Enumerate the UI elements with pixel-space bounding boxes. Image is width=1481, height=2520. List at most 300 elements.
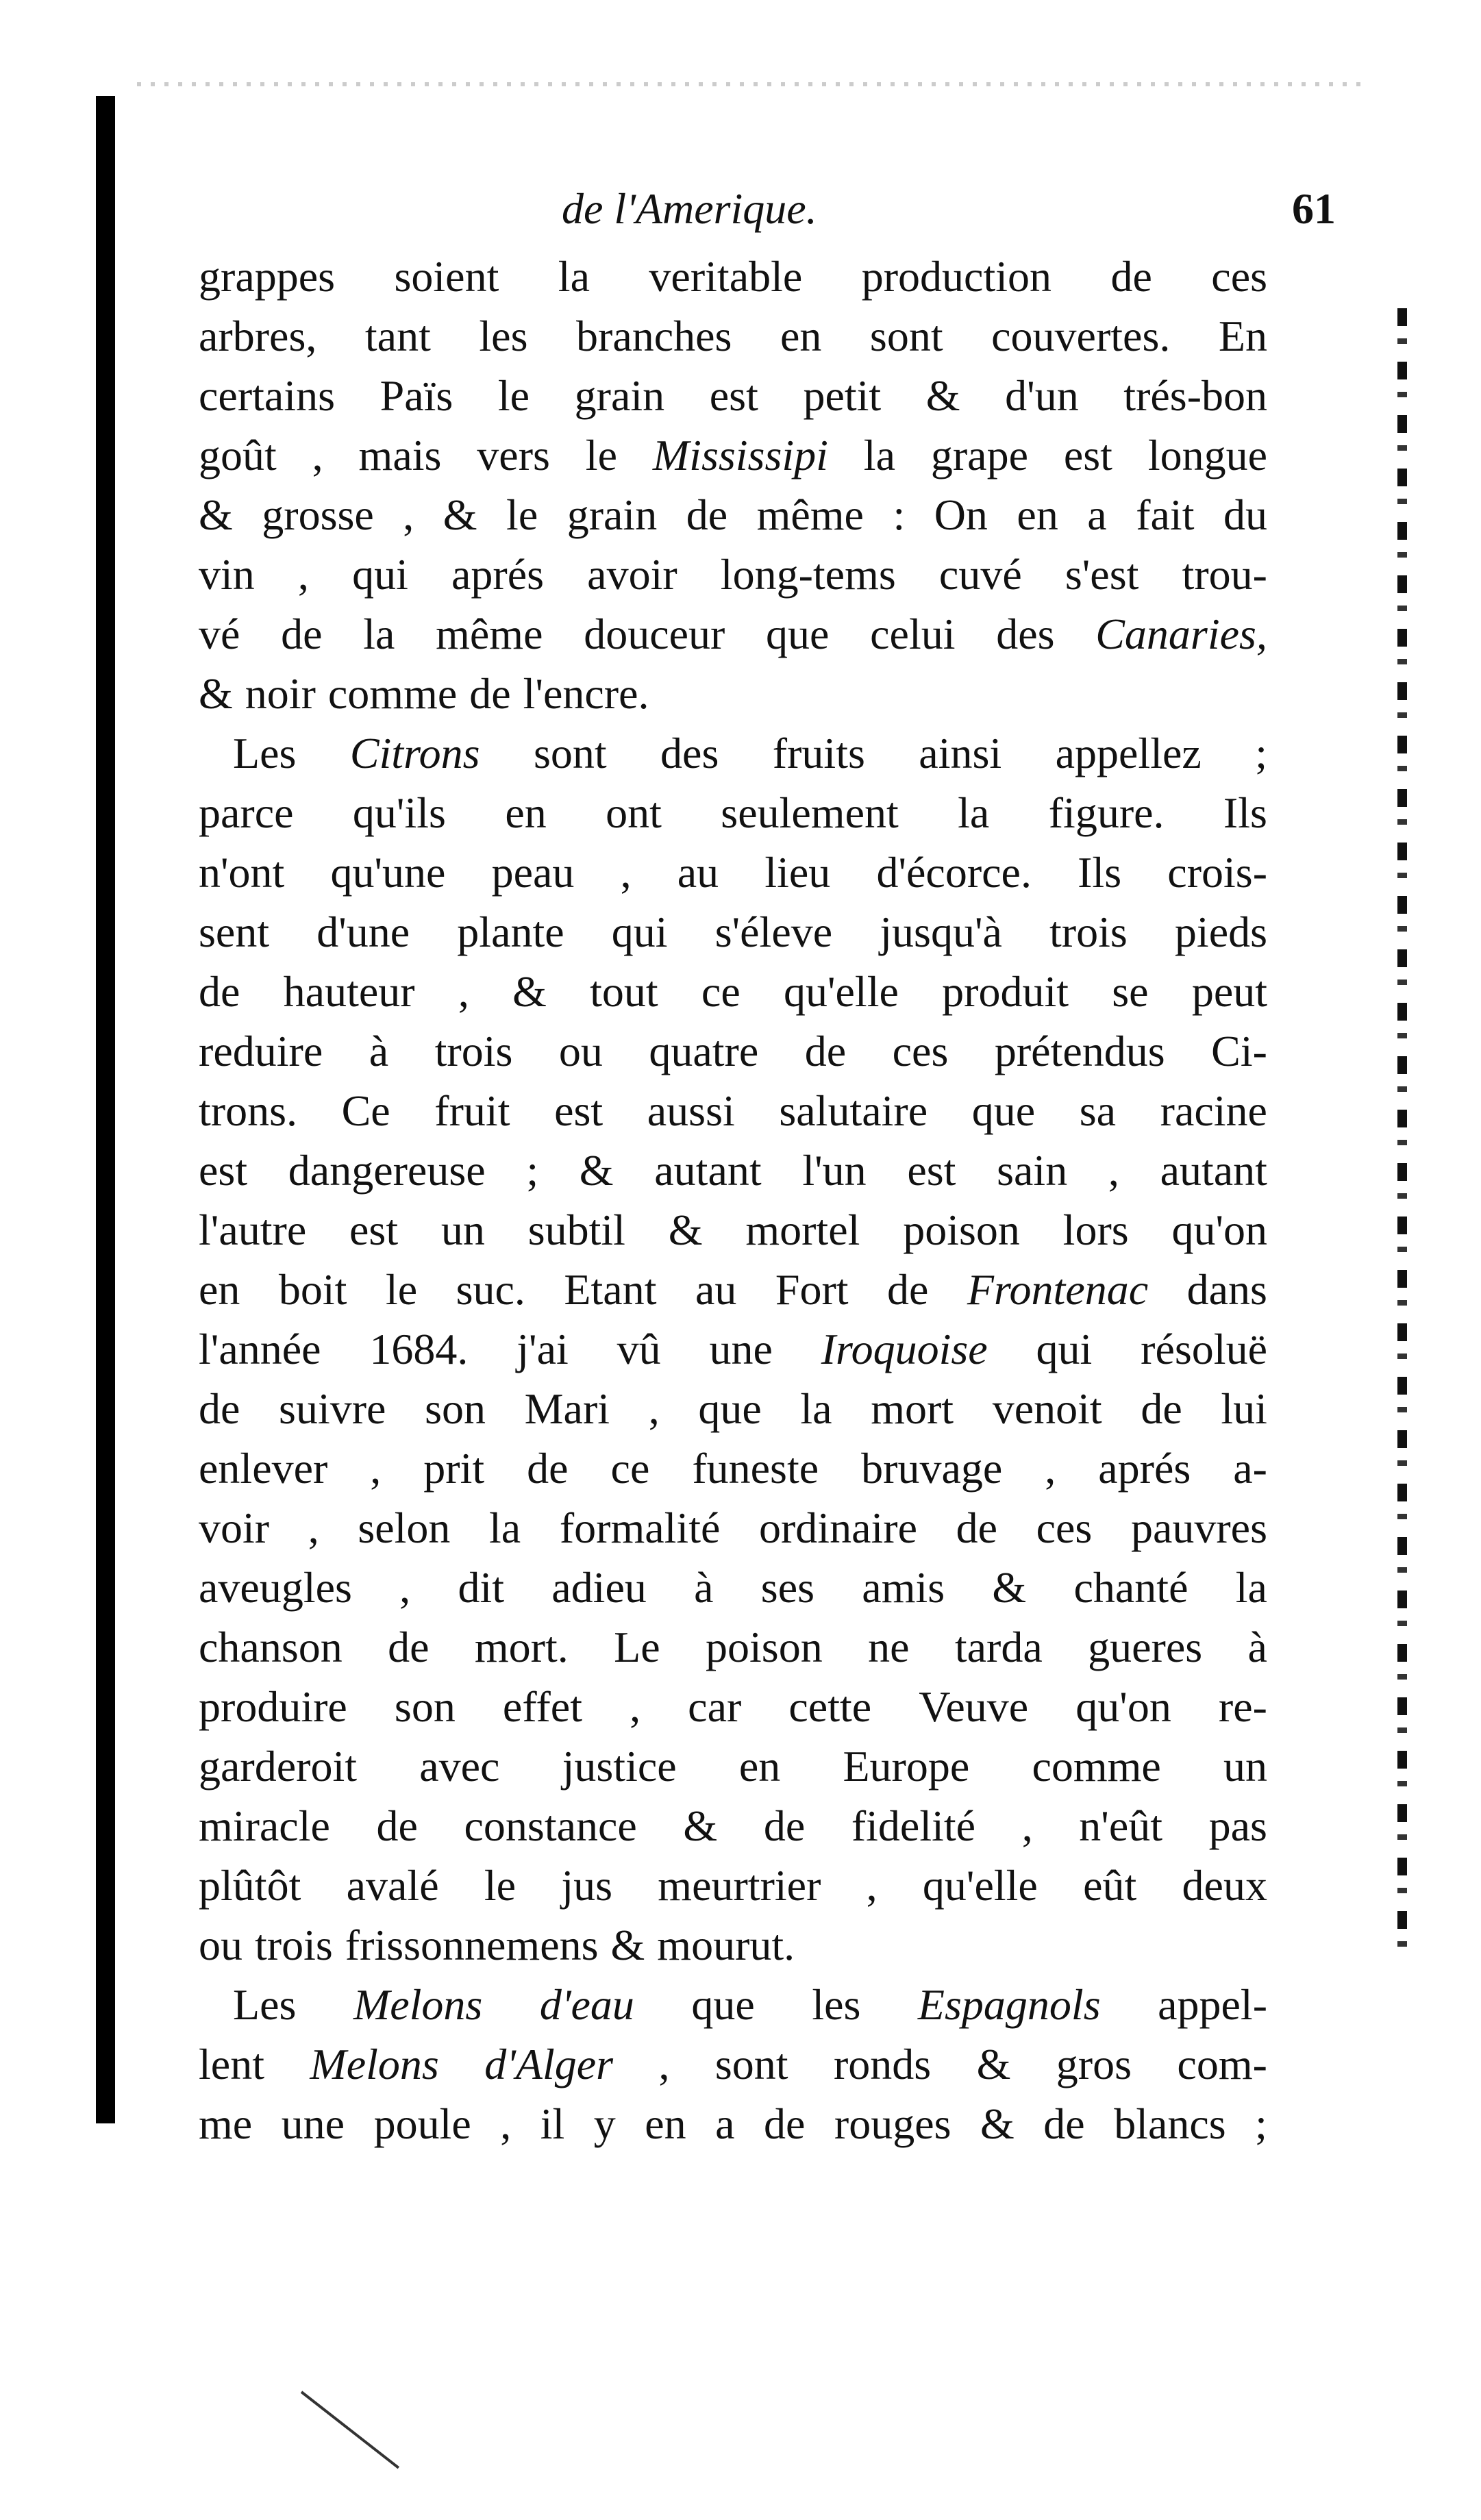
word: seulement [721, 788, 899, 837]
word: autant [654, 1146, 762, 1195]
word: fait [1136, 490, 1195, 539]
word: la [958, 788, 990, 837]
word: prit [423, 1444, 485, 1493]
word: , [297, 550, 309, 599]
word: & [199, 669, 233, 718]
word: couvertes. [991, 312, 1171, 360]
word: Etant [564, 1265, 657, 1314]
word: grape [930, 431, 1028, 479]
word: il [540, 2099, 565, 2148]
word: le [497, 371, 530, 420]
word: aprés [451, 550, 545, 599]
page-header [199, 184, 1336, 245]
text-line [199, 604, 1267, 664]
word: à [694, 1563, 714, 1612]
word: ont [606, 788, 662, 837]
word: en [780, 312, 822, 360]
word: l'autre [199, 1206, 307, 1254]
word: a- [1233, 1444, 1267, 1493]
word: en [199, 1265, 240, 1314]
word: Citrons [349, 729, 480, 777]
word: aveugles [199, 1563, 352, 1612]
word: ; [1255, 729, 1267, 777]
word: en [738, 1742, 781, 1791]
word: soient [394, 252, 499, 301]
word: suivre [279, 1384, 386, 1433]
word: Europe [843, 1742, 970, 1791]
text-line [199, 1319, 1267, 1379]
text-line [199, 1677, 1267, 1736]
word: salutaire [779, 1086, 928, 1135]
word: Païs [379, 371, 453, 420]
word: ce [701, 967, 740, 1016]
text-line [199, 843, 1267, 902]
word: de [281, 610, 323, 658]
word: Ce [341, 1086, 390, 1135]
word: figure. [1048, 788, 1165, 837]
word: des [660, 729, 719, 777]
word: que [691, 1980, 755, 2029]
word: sont [869, 312, 943, 360]
text-line [199, 2034, 1267, 2094]
word: meurtrier [658, 1861, 821, 1910]
word: dans [1186, 1265, 1267, 1314]
word: trou- [1182, 550, 1267, 599]
word: la [363, 610, 395, 658]
word: aprés [1098, 1444, 1191, 1493]
word: prétendus [994, 1027, 1165, 1075]
word: au [677, 848, 719, 897]
word: gueres [1088, 1623, 1203, 1671]
word: de [764, 2099, 806, 2148]
word: grappes [199, 252, 336, 301]
word: quatre [649, 1027, 759, 1075]
word: avoir [587, 550, 677, 599]
word: Veuve [919, 1682, 1029, 1731]
word: chanson [199, 1623, 343, 1671]
word: & [976, 2040, 1011, 2088]
word: miracle [199, 1801, 330, 1850]
word: Iroquoise [821, 1325, 988, 1373]
word: trons. [199, 1086, 297, 1135]
text-line [199, 1260, 1267, 1319]
word: poule [373, 2099, 471, 2148]
text-line [199, 962, 1267, 1021]
word: se [1112, 967, 1149, 1016]
word: d'une [316, 908, 410, 956]
text-line [199, 366, 1267, 425]
word: j'ai [517, 1325, 569, 1373]
word: Fort [775, 1265, 849, 1314]
word: Melons [353, 1980, 483, 2029]
text-line [199, 723, 1267, 783]
word: frissonnemens [345, 1921, 599, 1969]
word: que [766, 610, 830, 658]
word: fruit [434, 1086, 510, 1135]
word: de [469, 669, 511, 718]
word: sont [714, 2040, 788, 2088]
word: n'eût [1079, 1801, 1163, 1850]
word: douceur [584, 610, 725, 658]
word: produit [942, 967, 1069, 1016]
word: , [308, 1504, 319, 1552]
word: peau [491, 848, 575, 897]
word: production [861, 252, 1051, 301]
word: ces [892, 1027, 949, 1075]
word: une [281, 2099, 345, 2148]
scan-mark [301, 2391, 399, 2469]
text-line [199, 425, 1267, 485]
text-line [199, 1915, 1267, 1975]
word: petit [803, 371, 882, 420]
word: En [1218, 312, 1267, 360]
word: celui [870, 610, 956, 658]
word: à [369, 1027, 389, 1075]
word: en [645, 2099, 686, 2148]
word: ces [1211, 252, 1267, 301]
word: avec [419, 1742, 500, 1791]
word: , [630, 1682, 641, 1731]
word: est [199, 1146, 248, 1195]
word: appellez [1055, 729, 1202, 777]
word: d'Alger [484, 2040, 614, 2088]
word: vin [199, 550, 255, 599]
word: de [686, 490, 728, 539]
word: gros [1056, 2040, 1132, 2088]
word: , [399, 1563, 411, 1612]
word: qu'on [1171, 1206, 1267, 1254]
word: Ils [1223, 788, 1267, 837]
word: mort. [474, 1623, 569, 1671]
word: trois [255, 1921, 333, 1969]
word: grain [567, 490, 658, 539]
word: de [1141, 1384, 1182, 1433]
word: , [1045, 1444, 1056, 1493]
text-line [199, 1856, 1267, 1915]
word: long-tems [720, 550, 896, 599]
word: hauteur [283, 967, 415, 1016]
word: tant [364, 312, 431, 360]
word: le [385, 1265, 418, 1314]
word: autant [1160, 1146, 1267, 1195]
word: la [863, 431, 895, 479]
word: de [887, 1265, 929, 1314]
word: lui [1221, 1384, 1267, 1433]
word: la [558, 252, 590, 301]
word: de [804, 1027, 847, 1075]
word: les [479, 312, 528, 360]
running-title: de l'Amerique. [562, 184, 817, 233]
word: aussi [647, 1086, 735, 1135]
word: ou [199, 1921, 242, 1969]
word: qu'elle [783, 967, 899, 1016]
word: tarda [954, 1623, 1043, 1671]
word: ; [526, 1146, 539, 1195]
word: les [812, 1980, 861, 2029]
word: reduire [199, 1027, 323, 1075]
word: adieu [551, 1563, 647, 1612]
word: Ils [1078, 848, 1122, 897]
word: ronds [833, 2040, 932, 2088]
word: & [980, 2099, 1015, 2148]
word: trés-bon [1123, 371, 1267, 420]
word: qui [611, 908, 668, 956]
word: Les [233, 729, 297, 777]
text-line [199, 545, 1267, 604]
text-line [199, 306, 1267, 366]
word: un [440, 1206, 485, 1254]
word: selon [358, 1504, 451, 1552]
word: grosse [262, 490, 374, 539]
word: Espagnols [917, 1980, 1101, 2029]
word: qui [352, 550, 408, 599]
word: , [866, 1861, 878, 1910]
word: , [1021, 1801, 1033, 1850]
text-line [199, 247, 1267, 306]
word: des [996, 610, 1055, 658]
word: a [1087, 490, 1107, 539]
word: de [1043, 2099, 1085, 2148]
word: grain [574, 371, 665, 420]
word: & [610, 1921, 645, 1969]
word: s'éleve [714, 908, 833, 956]
word: plante [457, 908, 564, 956]
word: & [199, 490, 233, 539]
word: & [668, 1206, 703, 1254]
word: d'un [1005, 371, 1079, 420]
word: , [1108, 1146, 1119, 1195]
word: , [620, 848, 632, 897]
word: fruits [772, 729, 865, 777]
word: est [349, 1206, 399, 1254]
word: funeste [692, 1444, 819, 1493]
word: sont [533, 729, 607, 777]
word: venoit [992, 1384, 1102, 1433]
text-line [199, 1200, 1267, 1260]
word: la [1235, 1563, 1267, 1612]
word: d'écorce. [876, 848, 1032, 897]
word: subtil [527, 1206, 625, 1254]
word: parce [199, 788, 294, 837]
word: constance [464, 1801, 637, 1850]
text-line [199, 1558, 1267, 1617]
text-line [199, 1975, 1267, 2034]
word: Frontenac [967, 1265, 1149, 1314]
word: veritable [649, 252, 803, 301]
word: , [658, 2040, 670, 2088]
word: dangereuse [288, 1146, 486, 1195]
word: tout [590, 967, 658, 1016]
word: résoluë [1141, 1325, 1267, 1373]
word: qu'elle [922, 1861, 1038, 1910]
text-line [199, 783, 1267, 843]
word: de [199, 1384, 240, 1433]
word: , [370, 1444, 382, 1493]
word: blancs [1114, 2099, 1226, 2148]
text-line [199, 1498, 1267, 1558]
word: l'encre. [523, 669, 649, 718]
word: son [425, 1384, 486, 1433]
word: Ci- [1211, 1027, 1267, 1075]
word: vé [199, 610, 240, 658]
word: longue [1147, 431, 1267, 479]
word: lors [1062, 1206, 1129, 1254]
word: bruvage [861, 1444, 1003, 1493]
word: mortel [745, 1206, 860, 1254]
word: deux [1182, 1861, 1267, 1910]
word: la [489, 1504, 521, 1552]
word: suc. [456, 1265, 525, 1314]
word: en [1017, 490, 1058, 539]
text-line [199, 664, 1267, 723]
word: justice [562, 1742, 677, 1791]
word: lent [199, 2040, 264, 2088]
word: à [1247, 1623, 1267, 1671]
word: a [715, 2099, 735, 2148]
word: crois- [1167, 848, 1267, 897]
text-line [199, 1081, 1267, 1140]
word: fidelité [851, 1801, 976, 1850]
word: cuvé [938, 550, 1022, 599]
word: peut [1191, 967, 1267, 1016]
word: de [376, 1801, 418, 1850]
word: 1684. [369, 1325, 469, 1373]
word: pas [1208, 1801, 1267, 1850]
word: de [1110, 252, 1152, 301]
word: Mari [524, 1384, 610, 1433]
word: mais [358, 431, 442, 479]
text-line [199, 1021, 1267, 1081]
word: sa [1079, 1086, 1117, 1135]
word: son [394, 1682, 456, 1731]
word: avalé [346, 1861, 439, 1910]
word: ce [610, 1444, 650, 1493]
word: de [956, 1504, 997, 1552]
word: ou [558, 1027, 603, 1075]
word: qu'une [330, 848, 446, 897]
word: certains [199, 371, 335, 420]
word: de [388, 1623, 430, 1671]
word: même [756, 490, 864, 539]
word: qu'ils [352, 788, 446, 837]
word: formalité [559, 1504, 721, 1552]
word: trois [434, 1027, 513, 1075]
word: ces [1036, 1504, 1093, 1552]
word: la [800, 1384, 832, 1433]
word: y [593, 2099, 616, 2148]
word: s'est [1065, 550, 1139, 599]
word: & [683, 1801, 718, 1850]
word: : [893, 490, 906, 539]
word: , [312, 431, 323, 479]
text-line [199, 1617, 1267, 1677]
word: le [585, 431, 617, 479]
word: un [1223, 1742, 1267, 1791]
word: enlever [199, 1444, 328, 1493]
word: même [436, 610, 543, 658]
word: ne [868, 1623, 910, 1671]
word: com- [1177, 2040, 1267, 2088]
word: jus [561, 1861, 613, 1910]
word: Canaries, [1095, 610, 1267, 658]
text-line [199, 1796, 1267, 1856]
word: produire [199, 1682, 347, 1731]
word: ordinaire [758, 1504, 917, 1552]
word: comme [1032, 1742, 1161, 1791]
word: On [934, 490, 988, 539]
word: & [925, 371, 960, 420]
word: l'un [802, 1146, 867, 1195]
word: du [1223, 490, 1267, 539]
word: qu'on [1075, 1682, 1171, 1731]
word: amis [862, 1563, 945, 1612]
word: & [443, 490, 477, 539]
word: poison [706, 1623, 823, 1671]
page-edge-marks [1397, 308, 1407, 1952]
body-text [199, 247, 1267, 2154]
word: lieu [764, 848, 831, 897]
page-number: 61 [1292, 184, 1336, 233]
word: car [688, 1682, 742, 1731]
word: pieds [1174, 908, 1267, 956]
word: vû [617, 1325, 661, 1373]
word: racine [1160, 1086, 1267, 1135]
word: le [506, 490, 538, 539]
word: est [554, 1086, 603, 1135]
word: comme [327, 669, 458, 718]
word: qui [1036, 1325, 1093, 1373]
word: au [695, 1265, 737, 1314]
word: n'ont [199, 848, 285, 897]
word: voir [199, 1504, 270, 1552]
word: cette [788, 1682, 872, 1731]
word: jusqu'à [880, 908, 1002, 956]
word: noir [245, 669, 316, 718]
word: Le [614, 1623, 660, 1671]
word: boit [278, 1265, 347, 1314]
word: branches [576, 312, 732, 360]
word: Melons [310, 2040, 439, 2088]
word: dit [458, 1563, 504, 1612]
text-line [199, 2094, 1267, 2154]
word: sent [199, 908, 270, 956]
text-line [199, 1438, 1267, 1498]
word: effet [502, 1682, 582, 1731]
word: est [1063, 431, 1112, 479]
word: poison [903, 1206, 1020, 1254]
word: garderoit [199, 1742, 357, 1791]
word: , [458, 967, 469, 1016]
word: , [403, 490, 414, 539]
word: chanté [1073, 1563, 1188, 1612]
word: Les [233, 1980, 297, 2029]
word: , [648, 1384, 660, 1433]
word: trois [1049, 908, 1128, 956]
binding-edge [96, 96, 115, 2123]
word: mourut. [657, 1921, 795, 1969]
word: & [992, 1563, 1027, 1612]
word: vers [477, 431, 550, 479]
word: mort [871, 1384, 954, 1433]
word: appel- [1158, 1980, 1267, 2029]
word: me [199, 2099, 253, 2148]
text-line [199, 1736, 1267, 1796]
word: l'année [199, 1325, 321, 1373]
word: d'eau [539, 1980, 634, 2029]
word: est [709, 371, 758, 420]
word: ; [1255, 2099, 1267, 2148]
word: le [484, 1861, 517, 1910]
